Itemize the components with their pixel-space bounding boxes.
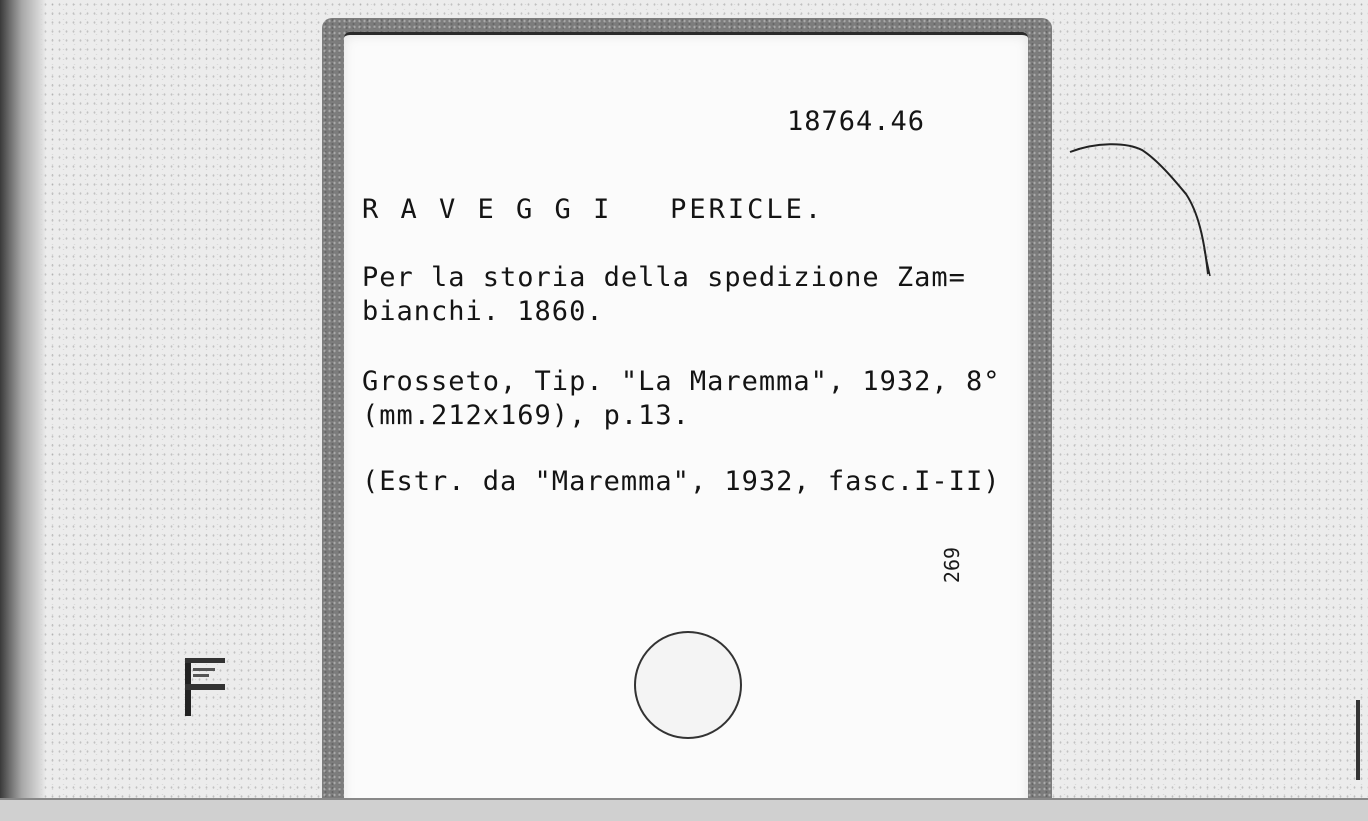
author-heading: R A V E G G I PERICLE. xyxy=(362,194,825,225)
pen-mark-icon xyxy=(1066,138,1216,278)
scan-left-edge xyxy=(0,0,46,819)
punch-hole xyxy=(634,631,742,739)
title-line-2: bianchi. 1860. xyxy=(362,296,604,327)
scanner-target-icon xyxy=(183,656,227,718)
stamp-number: 269 xyxy=(940,546,965,584)
scan-right-mark xyxy=(1356,700,1360,780)
extract-note: (Estr. da "Maremma", 1932, fasc.I-II) xyxy=(362,466,1001,497)
catalog-card xyxy=(344,32,1028,815)
imprint-line-2: (mm.212x169), p.13. xyxy=(362,400,690,431)
scan-bottom-edge xyxy=(0,798,1368,821)
title-line-1: Per la storia della spedizione Zam= xyxy=(362,262,966,293)
call-number: 18764.46 xyxy=(787,106,926,137)
imprint-line-1: Grosseto, Tip. "La Maremma", 1932, 8° xyxy=(362,366,1001,397)
